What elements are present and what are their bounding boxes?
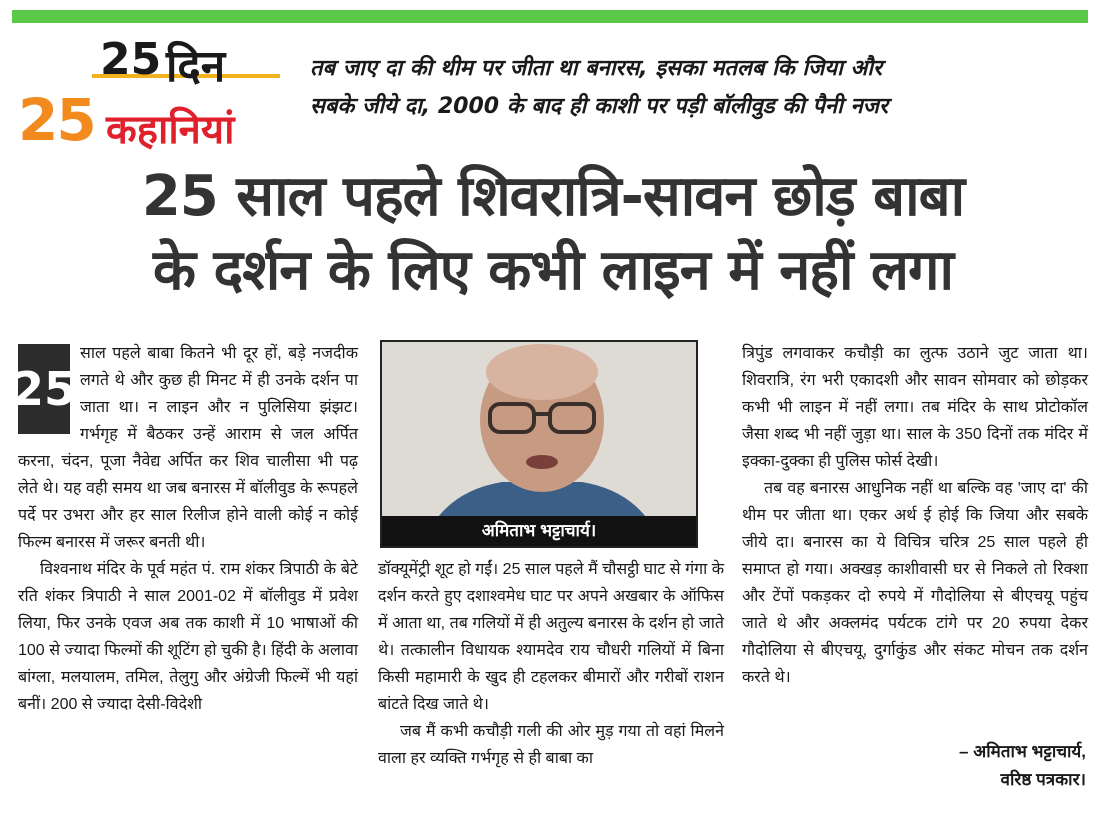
paragraph: साल पहले बाबा कितने भी दूर हों, बड़े नजदीक लगते थे और कुछ ही मिनट में ही उनके दर्शन पा जाता था। न लाइन और न पुलिसिया झंझट। गर्भगृह में बैठकर उन्हें आराम से जल अर्पित करना, चंदन, पूजा नैवेद्य अर्पित कर शिव चालीसा भी पढ़ लेते थे। यह वही समय था जब बनारस में बॉलीवुड के रूपहले पर्दे पर उभरा और हर साल रिलीज होने वाली कोई न कोई फिल्म बनारस में जरूर बनती थी। xyxy=(18,345,358,551)
headline-line-1: 25 साल पहले शिवरात्रि-सावन छोड़ बाबा xyxy=(141,164,965,229)
sub-headline-line-1: तब जाए दा की थीम पर जीता था बनारस, इसका मतलब कि जिया और xyxy=(310,56,882,81)
author-signature xyxy=(959,738,1086,794)
author-photo xyxy=(380,340,698,548)
badge-bottom-number: 25 xyxy=(18,86,95,154)
drop-cap: 25 xyxy=(18,344,70,434)
article-column-2 xyxy=(378,556,724,772)
article-column-3 xyxy=(742,340,1088,691)
series-badge xyxy=(18,34,298,154)
badge-bottom-word: कहानियां xyxy=(106,107,235,153)
paragraph: त्रिपुंड लगवाकर कचौड़ी का लुत्फ उठाने जुट जाता था। शिवरात्रि, रंग भरी एकादशी और सावन सोमवार को छोड़कर कभी भी लाइन में नहीं लगा। तब मंदिर के साथ प्रोटोकॉल जैसा शब्द भी नहीं जुड़ा था। साल के 350 दिनों तक मंदिर में इक्का-दुक्का ही पुलिस फोर्स देखी। xyxy=(742,345,1088,470)
signature-title: वरिष्ठ पत्रकार। xyxy=(1000,770,1086,789)
paragraph: विश्वनाथ मंदिर के पूर्व महंत पं. राम शंकर त्रिपाठी के बेटे रति शंकर त्रिपाठी ने साल 2001-02 में बॉलीवुड में प्रवेश लिया, फिर उनके एवज अब तक काशी में 10 भाषाओं की 100 से ज्यादा फिल्मों की शूटिंग हो चुकी है। हिंदी के अलावा बांग्ला, मलयालम, तमिल, तेलुगु और अंग्रेजी फिल्में भी यहां बनीं। 200 से ज्यादा देसी-विदेशी xyxy=(18,561,358,713)
headline-line-2: के दर्शन के लिए कभी लाइन में नहीं लगा xyxy=(152,238,954,303)
badge-top-word: दिन xyxy=(166,41,226,92)
sub-headline-line-2: सबके जीये दा, 2000 के बाद ही काशी पर पड़ी बॉलीवुड की पैनी नजर xyxy=(310,94,888,119)
top-green-bar xyxy=(12,10,1088,23)
paragraph: तब वह बनारस आधुनिक नहीं था बल्कि वह 'जाए दा' की थीम पर जीता था। एकर अर्थ ई होई कि जिया और सबके जीये दा। बनारस का ये विचित्र चरित्र 25 साल पहले ही समाप्त हो गया। अक्खड़ काशीवासी घर से निकले तो रिक्शा और टेंपों पकड़कर दो रुपये में गौदोलिया से बीएचयू पहुंच जाते थे और अक्लमंद पर्यटक टांगे पर 20 रुपया देकर गौदोलिया से बीएचयू, दुर्गाकुंड और संकट मोचन तक दर्शन करते थे। xyxy=(742,480,1088,686)
paragraph: जब मैं कभी कचौड़ी गली की ओर मुड़ गया तो वहां मिलने वाला हर व्यक्ति गर्भगृह से ही बाबा का xyxy=(378,723,724,767)
main-headline xyxy=(18,160,1088,308)
article-column-1 xyxy=(12,340,358,718)
paragraph: डॉक्यूमेंट्री शूट हो गईं। 25 साल पहले मैं चौसट्ठी घाट से गंगा के दर्शन करते हुए दशाश्वमेध घाट पर अपने अखबार के ऑफिस में आता था, तब गलियों में ही अतुल्य बनारस के दर्शन हो जाते थे। तत्कालीन विधायक श्यामदेव राय चौधरी गलियों में बिना किसी महामारी के खुद ही टहलकर बीमारों और गरीबों राशन बांटते दिख जाते थे। xyxy=(378,561,724,713)
badge-top-number: 25 xyxy=(100,34,162,85)
sub-headline xyxy=(310,50,1090,126)
signature-name: – अमिताभ भट्टाचार्य, xyxy=(959,742,1086,761)
photo-caption: अमिताभ भट्टाचार्य। xyxy=(382,516,696,546)
